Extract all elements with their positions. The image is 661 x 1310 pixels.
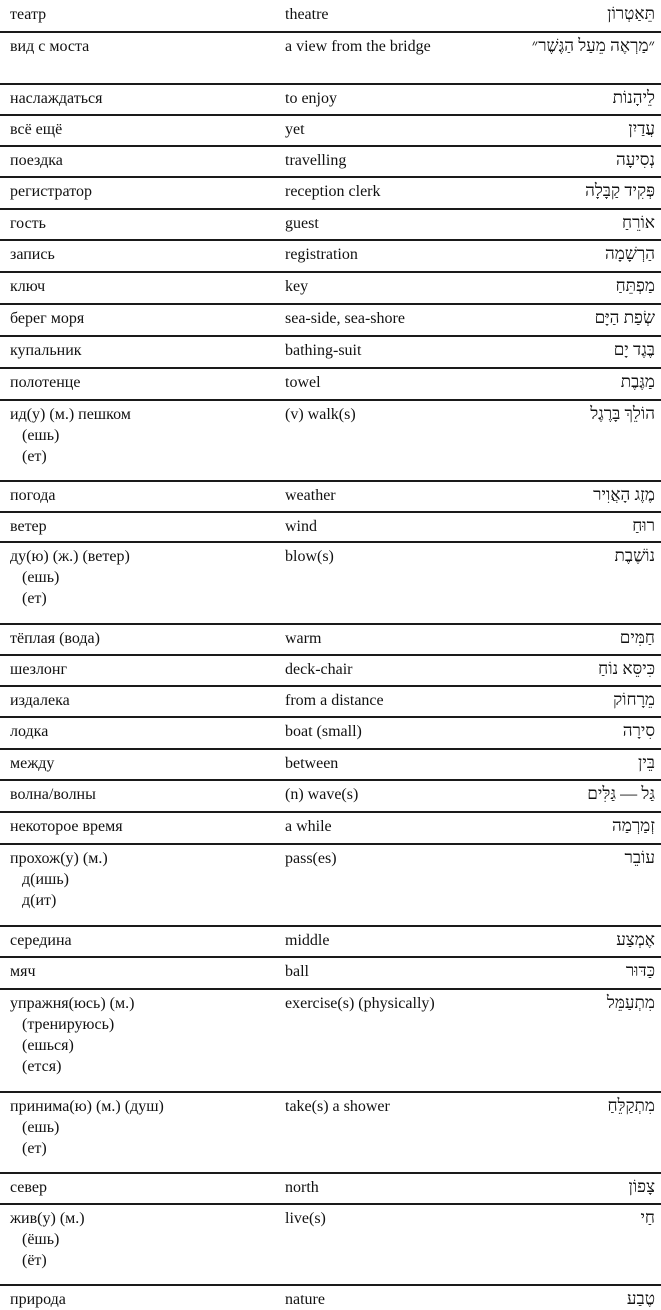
glossary-row: [0, 400, 661, 481]
russian-term: [10, 993, 275, 1077]
russian-term-line: купальник: [10, 342, 82, 359]
glossary-row: [0, 926, 661, 957]
russian-term: [10, 36, 275, 57]
glossary-row: [0, 336, 661, 368]
russian-term: [10, 4, 275, 25]
row-divider: [0, 145, 661, 147]
hebrew-term: מֵרָחוֹק: [613, 690, 655, 709]
english-term: (n) wave(s): [285, 786, 359, 803]
glossary-row: [0, 115, 661, 146]
english-term: to enjoy: [285, 90, 337, 107]
russian-term: [10, 690, 275, 711]
english-term: weather: [285, 487, 336, 504]
hebrew-term: מִתְעַמֵּל: [606, 993, 655, 1012]
russian-term-line: мяч: [10, 963, 36, 980]
row-divider: [0, 654, 661, 656]
english-term: boat (small): [285, 723, 362, 740]
russian-term-line: запись: [10, 246, 55, 263]
english-term: a while: [285, 818, 332, 835]
hebrew-term: מִתְקַלֵּחַ: [607, 1096, 655, 1115]
glossary-row: [0, 989, 661, 1092]
russian-term-line: издалека: [10, 692, 70, 709]
glossary-row: [0, 209, 661, 240]
row-divider: [0, 1284, 661, 1286]
hebrew-term: רוּחַ: [632, 516, 655, 535]
russian-term: [10, 213, 275, 234]
russian-conjugation-line: (ёшь): [22, 1231, 60, 1248]
russian-term: [10, 721, 275, 742]
glossary-row: [0, 844, 661, 926]
russian-term: [10, 181, 275, 202]
glossary-row: [0, 368, 661, 400]
glossary-row: [0, 1204, 661, 1285]
row-divider: [0, 623, 661, 625]
russian-term: [10, 372, 275, 393]
english-term: sea-side, sea-shore: [285, 310, 405, 327]
row-divider: [0, 367, 661, 369]
russian-term: [10, 88, 275, 109]
row-divider: [0, 176, 661, 178]
russian-term: [10, 1177, 275, 1198]
russian-conjugation-line: (ешь): [22, 427, 60, 444]
russian-term-line: природа: [10, 1291, 66, 1308]
hebrew-term: כַּדּוּר: [625, 961, 655, 980]
hebrew-term: כִּיסֵּא נוֹחַ: [598, 659, 655, 678]
russian-term: [10, 930, 275, 951]
russian-conjugation-line: д(ишь): [22, 871, 69, 888]
russian-term: [10, 276, 275, 297]
english-term: middle: [285, 932, 330, 949]
row-divider: [0, 239, 661, 241]
russian-term: [10, 848, 275, 911]
hebrew-term: לֵיהָנוֹת: [612, 88, 655, 107]
russian-term-line: гость: [10, 215, 46, 232]
russian-term-line: между: [10, 755, 55, 772]
english-term: ball: [285, 963, 309, 980]
glossary-row: [0, 780, 661, 812]
english-term: guest: [285, 215, 319, 232]
russian-term: [10, 119, 275, 140]
russian-term: [10, 485, 275, 506]
row-divider: [0, 988, 661, 990]
russian-conjugation-line: (ешь): [22, 569, 60, 586]
russian-term: [10, 1096, 275, 1159]
russian-term-line: всё ещё: [10, 121, 63, 138]
russian-term-line: ключ: [10, 278, 46, 295]
hebrew-term: מַפְתֵּחַ: [615, 276, 655, 295]
russian-conjugation-line: д(ит): [22, 892, 57, 909]
hebrew-term: נוֹשֶׁבֶת: [614, 546, 655, 565]
row-divider: [0, 925, 661, 927]
english-term: key: [285, 278, 309, 295]
russian-conjugation-line: (ешься): [22, 1037, 74, 1054]
row-divider: [0, 685, 661, 687]
russian-term: [10, 546, 275, 609]
english-term: wind: [285, 518, 317, 535]
glossary-row: [0, 272, 661, 304]
english-term: yet: [285, 121, 305, 138]
russian-term-line: принима(ю) (м.) (душ): [10, 1098, 164, 1115]
hebrew-term: עֲדַיִן: [628, 119, 655, 138]
english-term: deck-chair: [285, 661, 353, 678]
glossary-row: [0, 32, 661, 84]
glossary-row: [0, 1173, 661, 1204]
glossary-row: [0, 624, 661, 655]
russian-term-line: прохож(у) (м.): [10, 850, 108, 867]
hebrew-term: בֵּין: [638, 753, 655, 772]
row-divider: [0, 335, 661, 337]
glossary-row: [0, 1092, 661, 1173]
glossary-row: [0, 0, 661, 32]
glossary-row: [0, 1285, 661, 1309]
row-divider: [0, 716, 661, 718]
english-term: pass(es): [285, 850, 337, 867]
row-divider: [0, 1203, 661, 1205]
russian-term-line: упражня(юсь) (м.): [10, 995, 135, 1012]
row-divider: [0, 843, 661, 845]
english-term: take(s) a shower: [285, 1098, 390, 1115]
hebrew-term: סִירָה: [622, 721, 655, 740]
hebrew-term: חַמִּים: [619, 628, 655, 647]
russian-term: [10, 816, 275, 837]
glossary-row: [0, 177, 661, 209]
row-divider: [0, 208, 661, 210]
english-term: between: [285, 755, 339, 772]
russian-term: [10, 1208, 275, 1271]
russian-conjugation-line: (тренируюсь): [22, 1016, 115, 1033]
russian-term-line: лодка: [10, 723, 49, 740]
russian-term-line: ид(у) (м.) пешком: [10, 406, 131, 423]
russian-term: [10, 659, 275, 680]
glossary-row: [0, 686, 661, 717]
russian-term-line: полотенце: [10, 374, 81, 391]
russian-term: [10, 308, 275, 329]
row-divider: [0, 399, 661, 401]
russian-term: [10, 753, 275, 774]
hebrew-term: גַּל — גַּלִּים: [587, 784, 655, 803]
russian-conjugation-line: (ет): [22, 448, 47, 465]
hebrew-term: חַי: [640, 1208, 655, 1227]
russian-term: [10, 628, 275, 649]
glossary-row: [0, 481, 661, 512]
russian-term: [10, 961, 275, 982]
row-divider: [0, 956, 661, 958]
hebrew-term: מַגֶּבֶת: [620, 372, 655, 391]
hebrew-term: צָפוֹן: [628, 1177, 655, 1196]
english-term: from a distance: [285, 692, 384, 709]
glossary-row: [0, 957, 661, 989]
russian-term-line: жив(у) (м.): [10, 1210, 85, 1227]
hebrew-term: זְמַרְמַה: [611, 816, 655, 835]
row-divider: [0, 811, 661, 813]
hebrew-term: ״מַרְאֶה מֵעַל הַגֶּשֶׁר״: [531, 36, 655, 55]
russian-term-line: берег моря: [10, 310, 85, 327]
russian-term-line: погода: [10, 487, 56, 504]
hebrew-term: פְּקִיד קַבָּלָה: [585, 181, 655, 200]
english-term: towel: [285, 374, 321, 391]
russian-term: [10, 244, 275, 265]
russian-conjugation-line: (ется): [22, 1058, 62, 1075]
glossary-row: [0, 542, 661, 624]
english-term: reception clerk: [285, 183, 381, 200]
row-divider: [0, 31, 661, 33]
row-divider: [0, 303, 661, 305]
hebrew-term: אוֹרֵחַ: [622, 213, 655, 232]
english-term: bathing-suit: [285, 342, 362, 359]
row-divider: [0, 779, 661, 781]
glossary-row: [0, 84, 661, 115]
hebrew-term: נְסִיעָה: [615, 150, 655, 169]
russian-term: [10, 516, 275, 537]
russian-term: [10, 404, 275, 467]
english-term: travelling: [285, 152, 347, 169]
row-divider: [0, 1091, 661, 1093]
row-divider: [0, 541, 661, 543]
russian-term-line: шезлонг: [10, 661, 68, 678]
hebrew-term: טֶבַע: [626, 1289, 655, 1308]
hebrew-term: בֶּגֶד יָם: [613, 340, 655, 359]
glossary-row: [0, 749, 661, 780]
glossary-row: [0, 304, 661, 336]
russian-conjugation-line: (ет): [22, 590, 47, 607]
russian-term-line: ду(ю) (ж.) (ветер): [10, 548, 130, 565]
glossary-row: [0, 655, 661, 686]
english-term: nature: [285, 1291, 325, 1308]
russian-conjugation-line: (ёт): [22, 1252, 47, 1269]
row-divider: [0, 480, 661, 482]
russian-term-line: поездка: [10, 152, 63, 169]
row-divider: [0, 1172, 661, 1174]
glossary-row: [0, 240, 661, 272]
russian-term: [10, 1289, 275, 1310]
english-term: blow(s): [285, 548, 334, 565]
english-term: theatre: [285, 6, 329, 23]
russian-term-line: волна/волны: [10, 786, 96, 803]
russian-term-line: некоторое время: [10, 818, 123, 835]
english-term: registration: [285, 246, 358, 263]
russian-term-line: театр: [10, 6, 47, 23]
russian-term-line: север: [10, 1179, 47, 1196]
russian-term-line: середина: [10, 932, 72, 949]
english-term: a view from the bridge: [285, 38, 431, 55]
russian-term: [10, 784, 275, 805]
hebrew-term: הַרְשָׁמָה: [604, 244, 655, 263]
english-term: live(s): [285, 1210, 326, 1227]
english-term: warm: [285, 630, 322, 647]
row-divider: [0, 114, 661, 116]
russian-term-line: наслаждаться: [10, 90, 103, 107]
russian-term-line: ветер: [10, 518, 47, 535]
row-divider: [0, 511, 661, 513]
russian-term: [10, 340, 275, 361]
row-divider: [0, 271, 661, 273]
row-divider: [0, 83, 661, 85]
row-divider: [0, 748, 661, 750]
russian-term-line: регистратор: [10, 183, 92, 200]
glossary-row: [0, 717, 661, 749]
glossary-row: [0, 512, 661, 542]
glossary-row: [0, 146, 661, 177]
russian-term-line: тёплая (вода): [10, 630, 100, 647]
russian-term-line: вид с моста: [10, 38, 90, 55]
english-term: north: [285, 1179, 319, 1196]
english-term: (v) walk(s): [285, 406, 356, 423]
hebrew-term: תֵּאַטְרוֹן: [607, 4, 655, 23]
russian-conjugation-line: (ешь): [22, 1119, 60, 1136]
hebrew-term: אֶמְצַע: [616, 930, 655, 949]
hebrew-term: עוֹבֵר: [624, 848, 655, 867]
hebrew-term: שְׂפַת הַיָּם: [594, 308, 655, 327]
glossary-row: [0, 812, 661, 844]
hebrew-term: מֶזֶג הָאֲוִיר: [593, 485, 655, 504]
english-term: exercise(s) (physically): [285, 995, 435, 1012]
hebrew-term: הוֹלֵךְ בָּרֶגֶל: [590, 404, 655, 423]
russian-term: [10, 150, 275, 171]
russian-conjugation-line: (ет): [22, 1140, 47, 1157]
